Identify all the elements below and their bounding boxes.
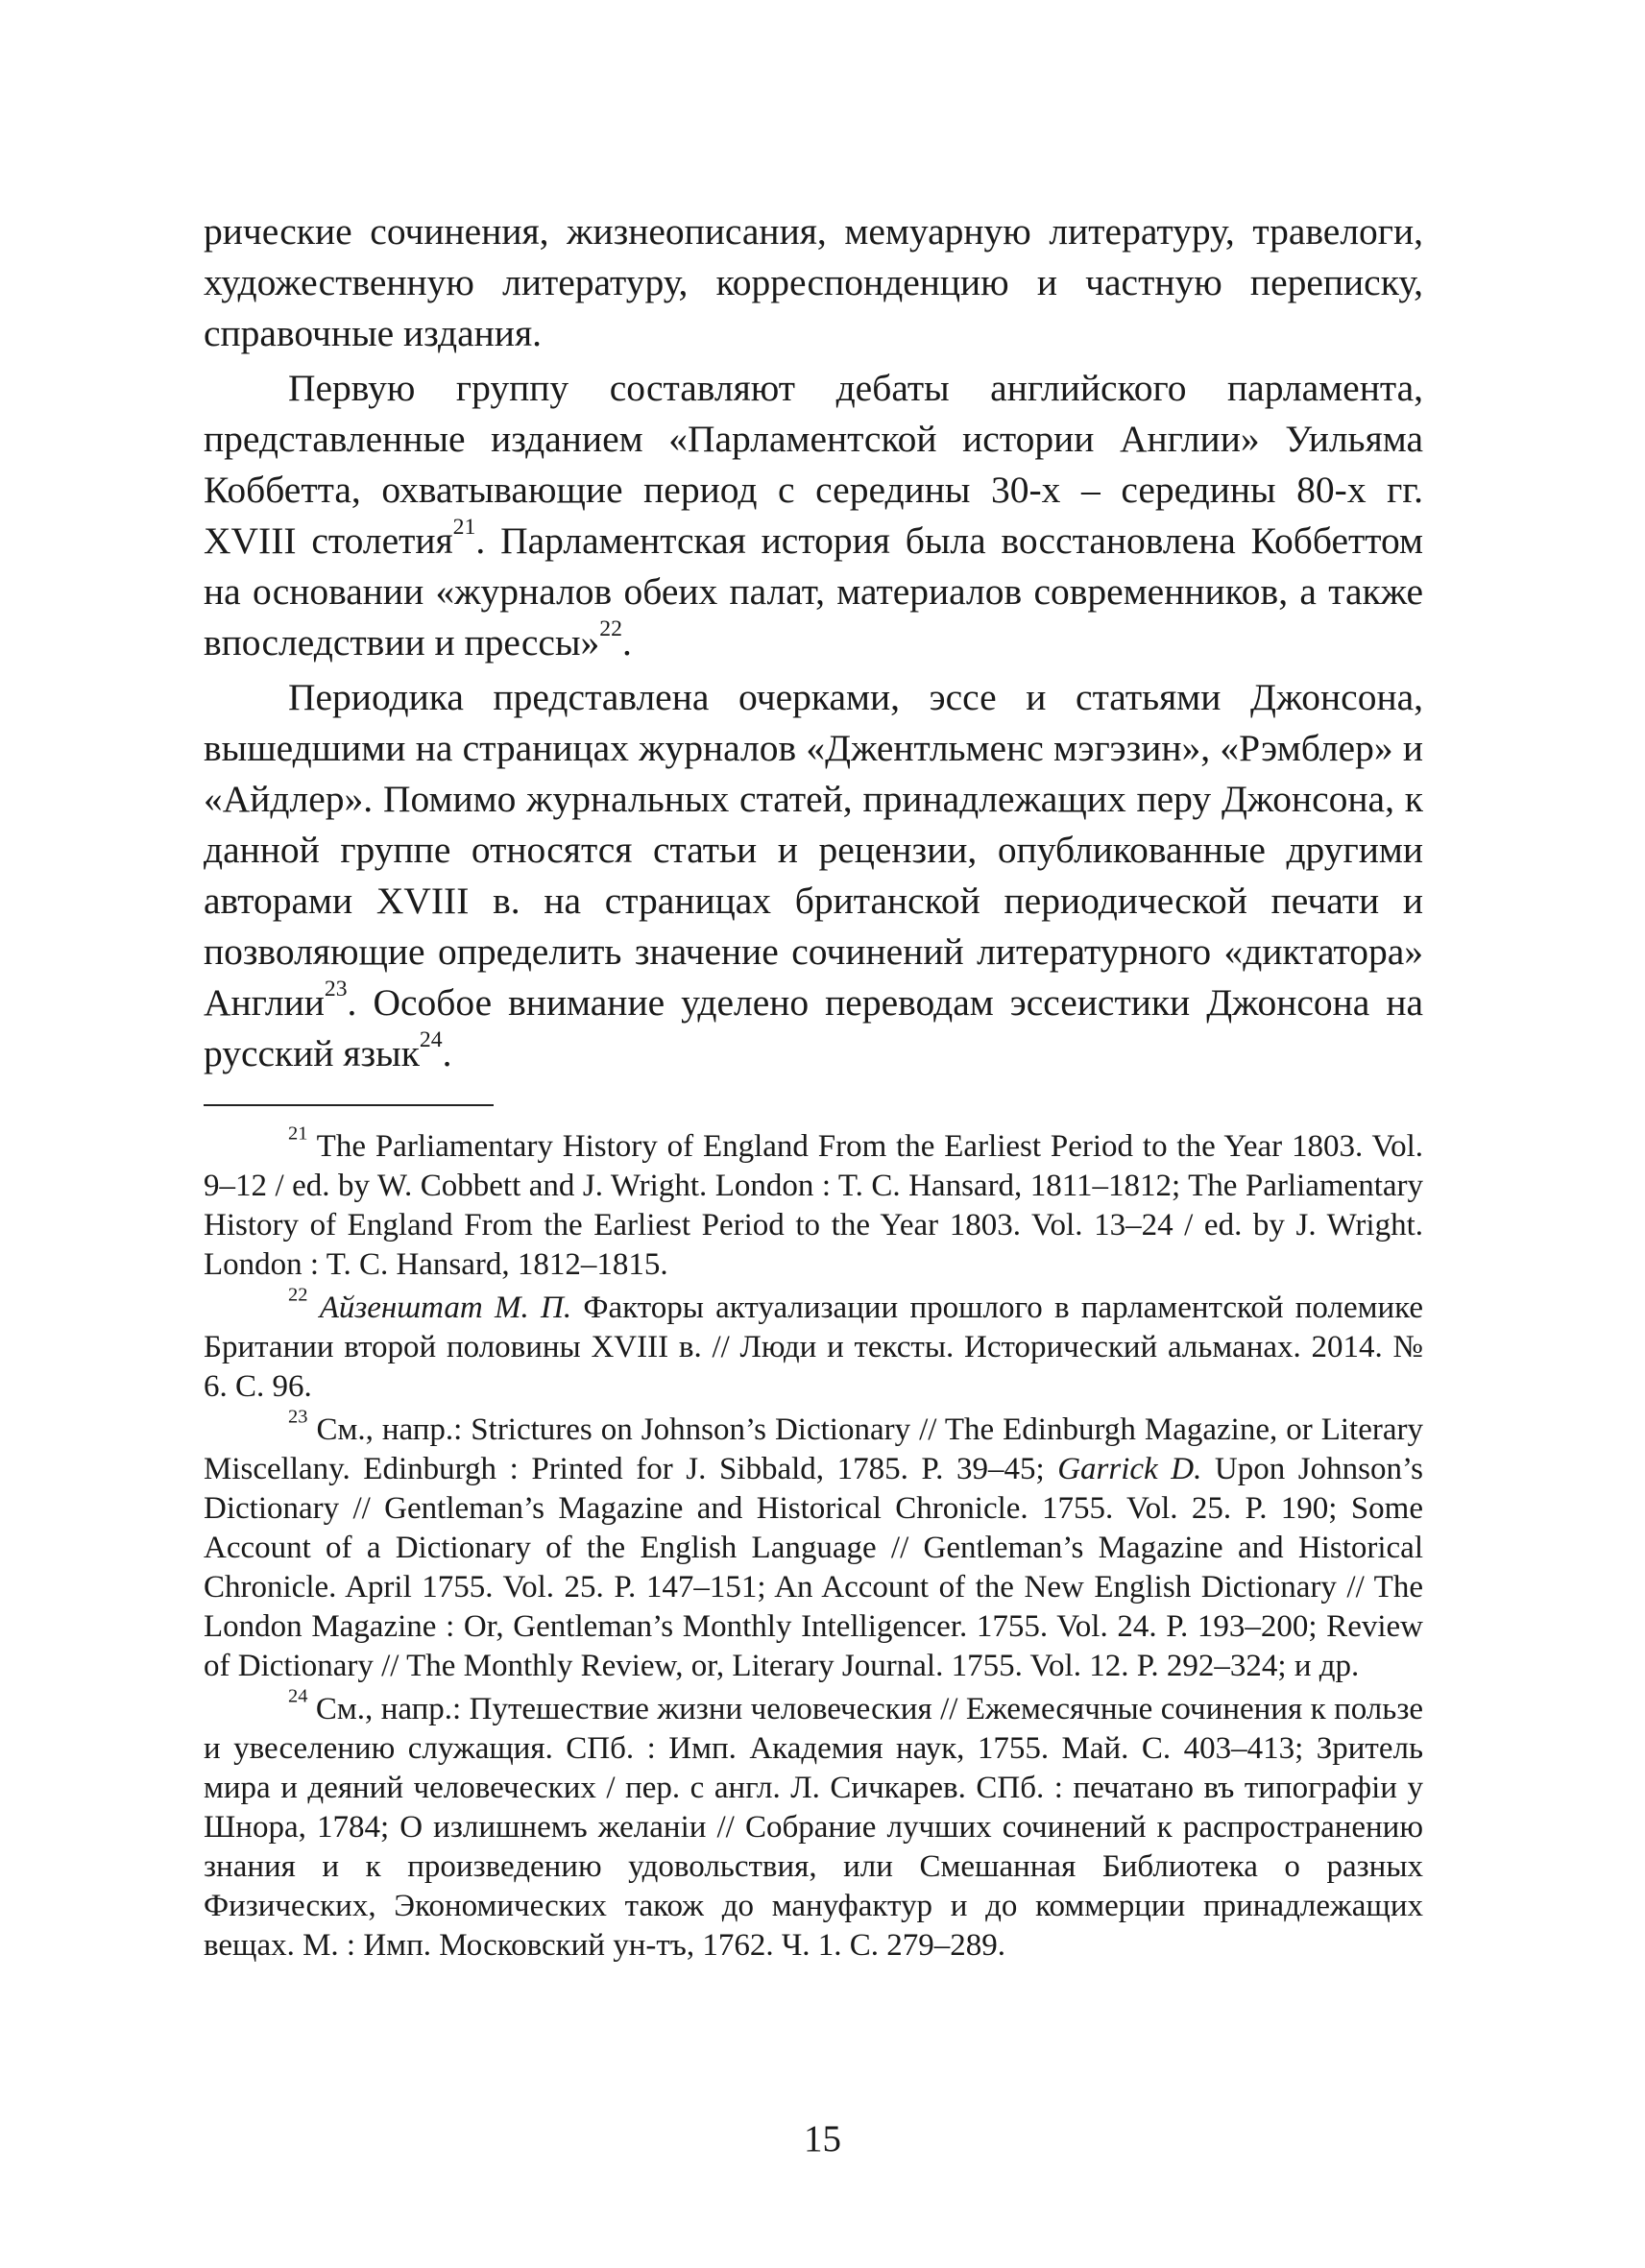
- footnote-number: 24: [288, 1685, 308, 1707]
- footnote-number: 21: [288, 1122, 308, 1145]
- page-content: [204, 206, 1423, 1966]
- footnote-21: [204, 1122, 1423, 1285]
- footnote-text: См., напр.: Путешествие жизни человеческия // Ежемесячные сочинения к пользе и увеселению служащия. СПб. : Имп. Академия наук, 1755. Май. С. 403–413; Зритель мира и деяний человеческих / пер. с англ. Л. Сичкарев. СПб. : печатано въ типографіи у Шнора, 1784; О излишнемъ желаніи // Собрание лучших сочинений к распространению знания и к произведению удовольствия, или Смешанная Библиотека о разных Физических, Экономических також до мануфактур и до коммерции принадлежащих вещах. М. : Имп. Московский ун-тъ, 1762. Ч. 1. С. 279–289.: [204, 1692, 1423, 1963]
- footnote-23: [204, 1406, 1423, 1686]
- paragraph-text: .: [621, 621, 632, 664]
- paragraph-text: .: [442, 1032, 452, 1074]
- footnote-text: Факторы актуализации прошлого в парламентской полемике Британии второй половины XVIII в. // Люди и тексты. Исторический альманах. 2014. № 6. С. 96.: [204, 1291, 1423, 1404]
- footnote-number: 23: [288, 1406, 308, 1428]
- footnote-author: Айзенштат М. П.: [319, 1291, 572, 1325]
- footnote-ref-24[interactable]: 24: [419, 1026, 443, 1052]
- footnotes: [204, 1122, 1423, 1966]
- paragraph-periodicals: [204, 672, 1423, 1079]
- footnote-text: The Parliamentary History of England From the Earliest Period to the Year 1803. Vol. 9–12 / ed. by W. Cobbett and J. Wright. London : T. C. Hansard, 1811–1812; The Parliamentary History of England From the Earliest Period to the Year 1803. Vol. 13–24 / ed. by J. Wright. London : T. C. Hansard, 1812–1815.: [204, 1129, 1423, 1282]
- footnote-text: См., напр.: Strictures on Johnson’s Dictionary // The Edinburgh Magazine, or Literary Miscellany. Edinburgh : Printed for J. Sibbald, 1785. P. 39–45;: [204, 1412, 1423, 1486]
- footnote-separator: [204, 1104, 494, 1106]
- footnote-author: Garrick D.: [1057, 1452, 1202, 1486]
- paragraph-text: . Парламентская история была восстановлена Коббеттом на основании «журналов обеих палат, материалов современников, а также впоследствии и прессы»: [204, 519, 1423, 664]
- footnote-22: [204, 1284, 1423, 1407]
- footnote-number: 22: [288, 1284, 308, 1306]
- footnote-ref-23[interactable]: 23: [324, 976, 348, 1001]
- page-number: 15: [804, 2118, 841, 2159]
- footnote-ref-21[interactable]: 21: [452, 514, 476, 540]
- paragraph-parliament: [204, 363, 1423, 668]
- paragraph-text: рические сочинения, жизнеописания, мемуарную литературу, травелоги, художественную литературу, корреспонденцию и частную переписку, справочные издания.: [204, 210, 1423, 354]
- paragraph-text: Периодика представлена очерками, эссе и статьями Джонсона, вышедшими на страницах журналов «Джентльменс мэгэзин», «Рэмблер» и «Айдлер». Помимо журнальных статей, принадлежащих перу Джонсона, к данной группе относятся статьи и рецензии, опубликованные другими авторами XVIII в. на страницах британской периодической печати и позволяющие определить значение сочинений литературного «диктатора» Англии: [204, 676, 1423, 1024]
- paragraph-continued: [204, 206, 1423, 359]
- footnote-ref-22[interactable]: 22: [599, 615, 622, 641]
- main-text: [204, 206, 1423, 1079]
- footnote-text: Upon Johnson’s Dictionary // Gentleman’s Magazine and Historical Chronicle. 1755. Vol. 25. P. 190; Some Account of a Dictionary of the English Language // Gentleman’s Magazine and Historical Chronicle. April 1755. Vol. 25. P. 147–151; An Account of the New English Dictionary // The London Magazine : Or, Gentleman’s Monthly Intelligencer. 1755. Vol. 24. P. 193–200; Review of Dictionary // The Monthly Review, or, Literary Journal. 1755. Vol. 12. P. 292–324; и др.: [204, 1452, 1423, 1683]
- footnote-24: [204, 1685, 1423, 1966]
- paragraph-text: . Особое внимание уделено переводам эссеистики Джонсона на русский язык: [204, 981, 1423, 1074]
- paragraph-text: Первую группу составляют дебаты английского парламента, представленные изданием «Парламентской истории Англии» Уильяма Коббетта, охватывающие период с середины 30-х – середины 80-х гг. XVIII столетия: [204, 367, 1423, 562]
